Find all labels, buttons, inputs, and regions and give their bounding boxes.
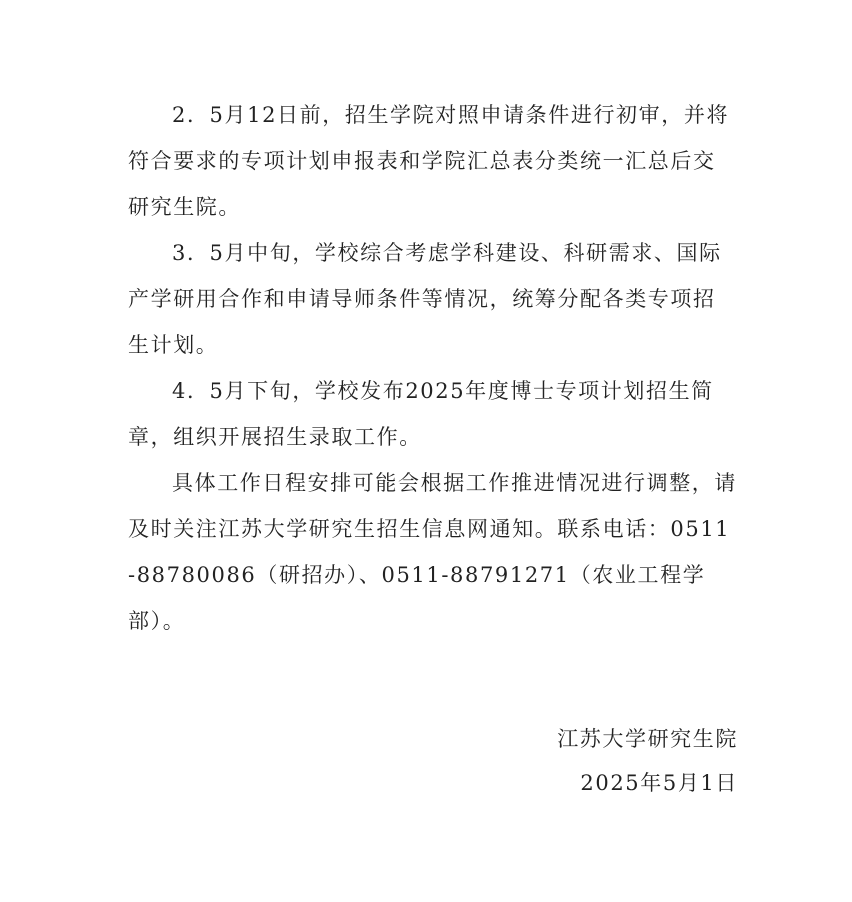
paragraph-step-4: 4．5月下旬，学校发布2025年度博士专项计划招生简章，组织开展招生录取工作。 [128, 379, 714, 449]
signature-date: 2025年5月1日 [580, 771, 738, 795]
document-body [128, 92, 738, 644]
paragraph-step-2: 2．5月12日前，招生学院对照申请条件进行初审，并将符合要求的专项计划申报表和学院汇总表分类统一汇总后交研究生院。 [128, 103, 730, 219]
signature-organization: 江苏大学研究生院 [557, 727, 738, 751]
paragraph-step-3: 3．5月中旬，学校综合考虑学科建设、科研需求、国际产学研用合作和申请导师条件等情况，统筹分配各类专项招生计划。 [128, 241, 722, 357]
paragraph-contact-info: 具体工作日程安排可能会根据工作推进情况进行调整，请及时关注江苏大学研究生招生信息网通知。联系电话：0511-88780086（研招办）、0511-88791271（农业工程学部）。 [128, 471, 737, 633]
